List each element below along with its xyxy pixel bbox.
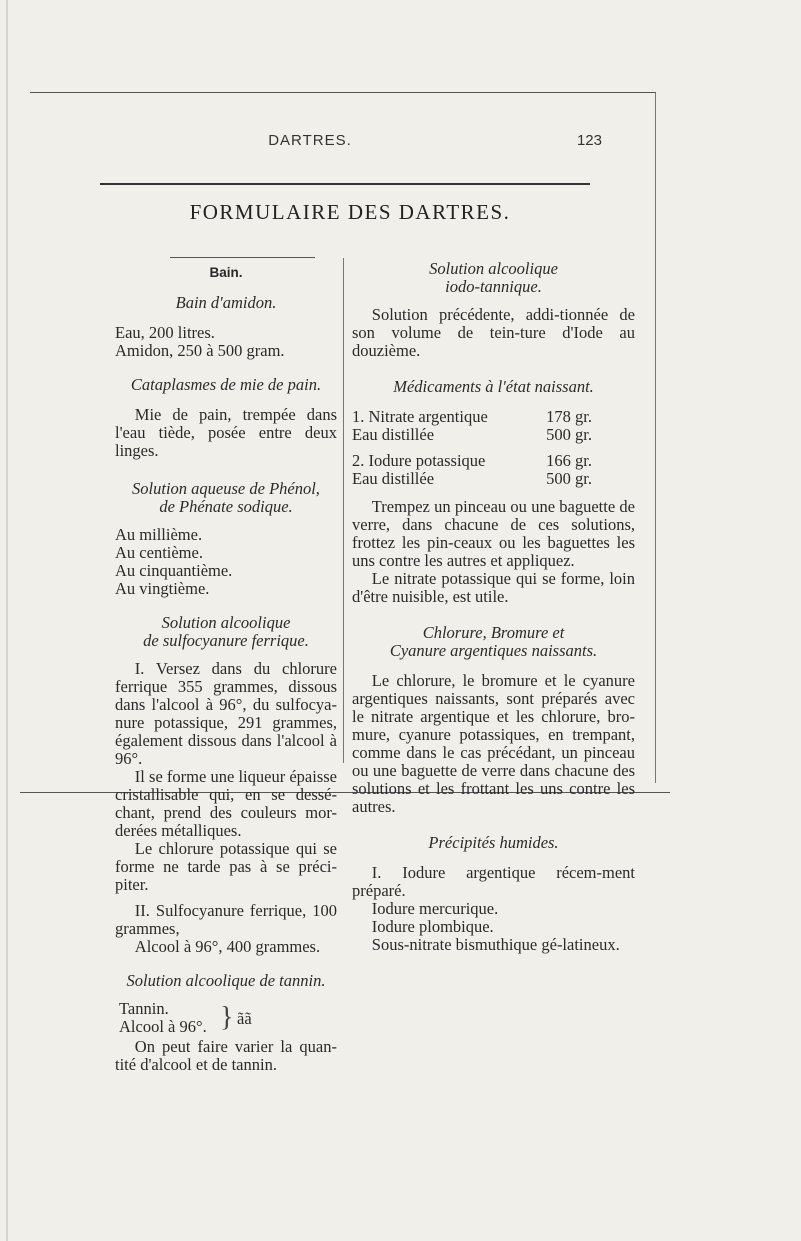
list-item: Au millième. — [115, 525, 203, 544]
paragraph-cataplasmes: Mie de pain, trempée dans l'eau tiède, posée entre deux linges. — [115, 405, 337, 460]
recipe-line: Tannin. — [119, 999, 169, 1018]
heading-chlorure-2: Cyanure argentiques naissants. — [389, 641, 598, 660]
tannin-recipe — [115, 1000, 337, 1038]
phenol-list — [115, 526, 337, 598]
paragraph-precip-1: I. Iodure argentique récem-ment préparé. — [352, 863, 635, 900]
recipe-line: Amidon, 250 à 500 gram. — [115, 341, 285, 360]
heading-cataplasmes: Cataplasmes de mie de pain. — [130, 375, 322, 394]
heading-chlorure-1: Chlorure, Bromure et — [422, 623, 565, 642]
recipe-line: Eau, 200 litres. — [115, 323, 215, 342]
heading-phenol-2: de Phénate sodique. — [159, 497, 293, 516]
paragraph-sulfo-3: Le chlorure potassique qui se forme ne tarde pas à se préci-piter. — [115, 839, 337, 894]
formula-ingredient: 2. Iodure potassique — [352, 451, 486, 470]
formula-quantity: 500 gr. — [546, 469, 592, 488]
heading-sulfocyanure-2: de sulfocyanure ferrique. — [143, 631, 309, 650]
column-divider — [343, 258, 344, 763]
list-item: Au vingtième. — [115, 579, 210, 598]
heading-nascent: Médicaments à l'état naissant. — [393, 377, 594, 396]
paragraph-nascent-1: Trempez un pinceau ou une baguette de verre, dans chacune de ces solutions, frottez les pin-ceaux ou les baguettes les uns contre les autres et appliquez. — [352, 497, 635, 570]
page-number: 123 — [576, 132, 602, 149]
heading-bain-amidon: Bain d'amidon. — [175, 293, 277, 312]
formula-ingredient: 1. Nitrate argentique — [352, 407, 488, 426]
page-title: FORMULAIRE DES DARTRES. — [189, 200, 511, 224]
paragraph-sulfo-4b: Alcool à 96°, 400 grammes. — [134, 937, 321, 956]
right-column — [352, 256, 635, 954]
heading-sulfocyanure-1: Solution alcoolique — [161, 613, 291, 632]
paragraph-sulfo-1: I. Versez dans du chlorure ferrique 355 grammes, dissous dans l'alcool à 96°, du sulfocya-nure potassique, 291 grammes, également dissous dans l'alcool à 96°. — [115, 659, 337, 768]
paragraph-tannin-note: On peut faire varier la quan-tité d'alcool et de tannin. — [115, 1037, 337, 1074]
running-title: DARTRES. — [268, 132, 352, 149]
heading-precipites: Précipités humides. — [428, 833, 559, 852]
heading-iodo-1: Solution alcoolique — [429, 259, 558, 278]
page-edge — [6, 0, 8, 1241]
paragraph-sulfo-2: Il se forme une liqueur épaisse cristallisable qui, en se dessé-chant, prend des couleurs mor-derées métalliques. — [115, 767, 337, 840]
paragraph-sulfo-4a: II. Sulfocyanure ferrique, 100 grammes, — [115, 901, 337, 938]
formula-ingredient: Eau distillée — [352, 469, 435, 488]
formula-2 — [352, 452, 592, 488]
heading-tannin: Solution alcoolique de tannin. — [126, 971, 326, 990]
paragraph-nascent-2: Le nitrate potassique qui se forme, loin d'être nuisible, est utile. — [352, 569, 635, 606]
recipe-quantity: ãã — [237, 1009, 252, 1028]
formula-quantity: 178 gr. — [546, 407, 592, 426]
formula-1 — [352, 408, 592, 444]
list-item: Au centième. — [115, 543, 203, 562]
list-item: Iodure plombique. — [371, 917, 494, 936]
header-rule — [100, 183, 590, 185]
heading-phenol-1: Solution aqueuse de Phénol, — [132, 479, 320, 498]
running-head — [30, 132, 602, 156]
list-item: Au cinquantième. — [115, 561, 233, 580]
recipe-line: Alcool à 96°. — [119, 1017, 207, 1036]
paragraph-iodo: Solution précédente, addi-tionnée de son volume de tein-ture d'Iode au douzième. — [352, 305, 635, 360]
formula-quantity: 166 gr. — [546, 451, 592, 470]
left-column — [115, 256, 337, 1074]
brace-icon: } — [220, 1002, 234, 1033]
heading-iodo-2: iodo-tannique. — [445, 277, 542, 296]
list-item: Iodure mercurique. — [371, 899, 499, 918]
bain-amidon-recipe — [115, 324, 337, 360]
list-item: Sous-nitrate bismuthique gé-latineux. — [371, 935, 620, 954]
paragraph-chlorure: Le chlorure, le bromure et le cyanure argentiques naissants, sont préparés avec le nitrate argentique et les chlorure, bro-mure, cyanure potassiques, en trempant, comme dans le cas précédant, un pinceau ou une baguette de verre dans chacune des solutions et les frottant les uns contre les autres. — [352, 671, 635, 816]
formula-ingredient: Eau distillée — [352, 425, 435, 444]
formula-quantity: 500 gr. — [546, 425, 592, 444]
section-label-bain: Bain. — [209, 265, 243, 280]
